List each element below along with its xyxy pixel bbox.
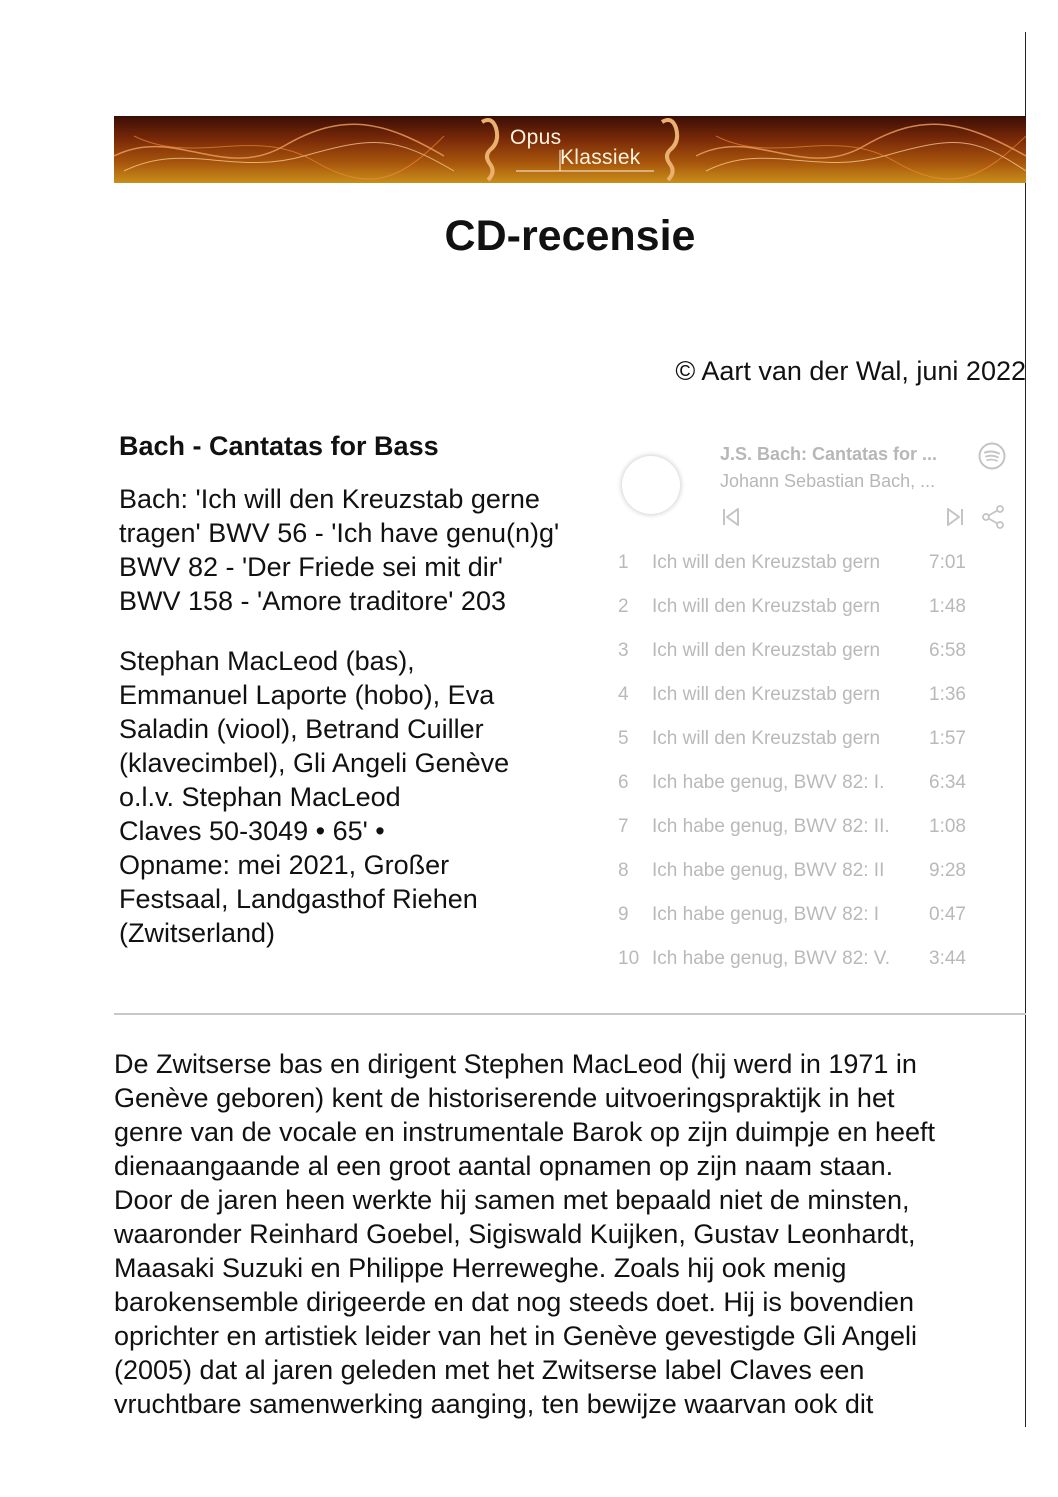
track-row[interactable]	[600, 938, 1018, 982]
track-row[interactable]	[600, 762, 1018, 806]
track-number: 2	[618, 596, 629, 617]
track-row[interactable]	[600, 586, 1018, 630]
track-row[interactable]	[600, 630, 1018, 674]
track-duration: 6:34	[929, 772, 966, 793]
track-number: 5	[618, 728, 629, 749]
track-name: Ich habe genug, BWV 82: II.	[652, 816, 890, 837]
player-artist[interactable]: Johann Sebastian Bach, ...	[720, 471, 936, 491]
review-line: vruchtbare samenwerking aanging, ten bewijze waarvan ook dit	[114, 1389, 874, 1419]
credits-line: (Zwitserland)	[119, 918, 276, 948]
track-duration: 1:48	[929, 596, 966, 617]
credits-line: Festsaal, Landgasthof Riehen	[119, 884, 478, 914]
album-title: Bach - Cantatas for Bass	[119, 431, 439, 461]
track-number: 6	[618, 772, 629, 793]
track-row[interactable]	[600, 674, 1018, 718]
review-text	[114, 1047, 1026, 1421]
track-duration: 9:28	[929, 860, 966, 881]
credits-line: Opname: mei 2021, Großer	[119, 850, 450, 880]
album-cover-placeholder[interactable]	[622, 456, 680, 514]
track-duration: 7:01	[929, 552, 966, 573]
review-line: De Zwitserse bas en dirigent Stephen MacLeod (hij werd in 1971 in	[114, 1049, 917, 1079]
logo-word-opus: Opus	[510, 126, 562, 149]
track-duration: 1:36	[929, 684, 966, 705]
violin-scroll-left-icon	[482, 120, 497, 180]
track-number: 8	[618, 860, 629, 881]
track-name: Ich will den Kreuzstab gern	[652, 640, 881, 661]
track-number: 7	[618, 816, 629, 837]
album-works: Bach: 'Ich will den Kreuzstab gerne tragen' BWV 56 - 'Ich have genu(n)g' BWV 82 - 'Der Friede sei mit dir' BWV 158 - 'Amore traditore' 203	[119, 484, 560, 616]
track-duration: 1:08	[929, 816, 966, 837]
track-name: Ich habe genug, BWV 82: I	[652, 904, 880, 925]
player-album-title[interactable]: J.S. Bach: Cantatas for ...	[720, 444, 938, 464]
opus-klassiek-banner[interactable]	[114, 116, 1026, 183]
violin-scroll-right-icon	[662, 120, 677, 180]
track-name: Ich will den Kreuzstab gern	[652, 552, 881, 573]
page-title: CD-recensie	[444, 212, 696, 260]
track-number: 10	[618, 948, 640, 969]
review-line: Genève geboren) kent de historiserende uitvoeringspraktijk in het	[114, 1083, 895, 1113]
review-line: barokensemble dirigeerde en dat nog steeds doet. Hij is bovendien	[114, 1287, 915, 1317]
track-list	[600, 542, 1018, 982]
track-number: 3	[618, 640, 629, 661]
review-line: waaronder Reinhard Goebel, Sigiswald Kuijken, Gustav Leonhardt,	[114, 1219, 916, 1249]
track-name: Ich habe genug, BWV 82: I.	[652, 772, 885, 793]
next-track-icon[interactable]	[944, 506, 966, 528]
review-line: Door de jaren heen werkte hij samen met bepaald niet de minsten,	[114, 1185, 910, 1215]
track-row[interactable]	[600, 542, 1018, 586]
review-line: oprichter en artistiek leider van het in Genève gevestigde Gli Angeli	[114, 1321, 917, 1351]
track-number: 1	[618, 552, 629, 573]
spotify-icon[interactable]	[978, 442, 1006, 470]
track-name: Ich will den Kreuzstab gern	[652, 728, 881, 749]
track-name: Ich will den Kreuzstab gern	[652, 596, 881, 617]
track-duration: 1:57	[929, 728, 966, 749]
track-name: Ich habe genug, BWV 82: II	[652, 860, 885, 881]
track-number: 9	[618, 904, 629, 925]
previous-track-icon[interactable]	[720, 506, 742, 528]
track-row[interactable]	[600, 894, 1018, 938]
track-number: 4	[618, 684, 629, 705]
album-info	[119, 428, 569, 950]
track-duration: 0:47	[929, 904, 966, 925]
track-duration: 3:44	[929, 948, 966, 969]
credits-line: Emmanuel Laporte (hobo), Eva	[119, 680, 495, 710]
review-line: (2005) dat al jaren geleden met het Zwitserse label Claves een	[114, 1355, 865, 1385]
credits-line: Stephan MacLeod (bas),	[119, 646, 415, 676]
logo-word-klassiek: Klassiek	[560, 146, 641, 169]
track-row[interactable]	[600, 718, 1018, 762]
album-credits	[119, 644, 569, 950]
review-line: dienaangaande al een groot aantal opnamen op zijn naam staan.	[114, 1151, 894, 1181]
track-row[interactable]	[600, 850, 1018, 894]
review-line: Maasaki Suzuki en Philippe Herreweghe. Zoals hij ook menig	[114, 1253, 847, 1283]
share-icon[interactable]	[980, 504, 1006, 530]
spotify-embed-player[interactable]	[600, 428, 1018, 988]
credits-line: Claves 50-3049 • 65' •	[119, 816, 385, 846]
section-divider	[114, 1013, 1026, 1015]
track-name: Ich habe genug, BWV 82: V.	[652, 948, 891, 969]
track-row[interactable]	[600, 806, 1018, 850]
track-name: Ich will den Kreuzstab gern	[652, 684, 881, 705]
author-copyright: © Aart van der Wal, juni 2022	[675, 356, 1026, 386]
track-duration: 6:58	[929, 640, 966, 661]
credits-line: (klavecimbel), Gli Angeli Genève	[119, 748, 510, 778]
review-line: genre van de vocale en instrumentale Barok op zijn duimpje en heeft	[114, 1117, 936, 1147]
credits-line: o.l.v. Stephan MacLeod	[119, 782, 401, 812]
credits-line: Saladin (viool), Betrand Cuiller	[119, 714, 484, 744]
